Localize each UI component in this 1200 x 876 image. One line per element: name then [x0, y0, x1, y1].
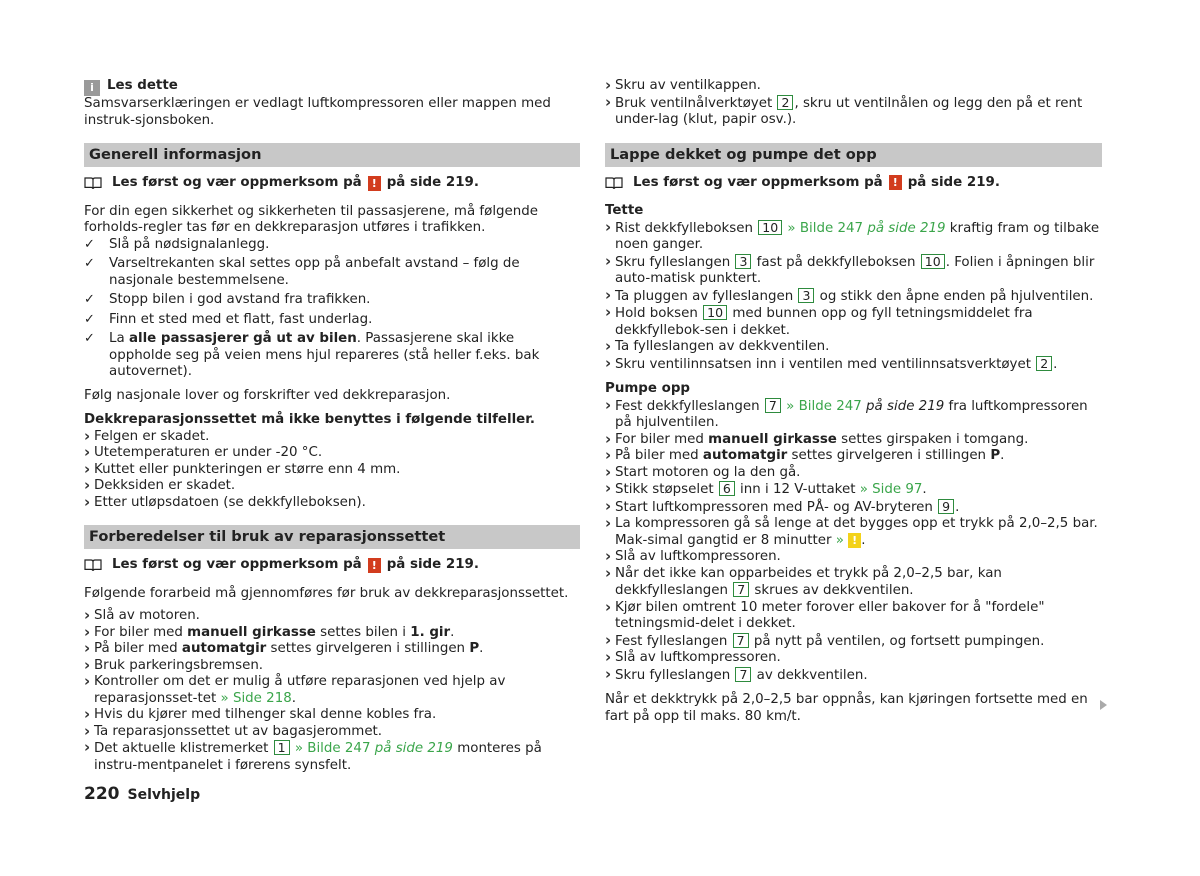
text-span: automatgir [702, 448, 788, 463]
item-number: 7 [733, 582, 749, 597]
page-number: 220 [84, 784, 120, 804]
text-span: Bruk ventilnålverktøyet [615, 95, 777, 111]
list-item: › Etter utløpsdatoen (se dekkfylleboksen). [84, 495, 580, 512]
text-span: . [955, 499, 960, 515]
text-span: Det aktuelle klistremerket [94, 741, 273, 756]
text-span: med bunnen opp og fyll tetningsmiddelet fra dekkfyllebok-sen i dekket. [615, 306, 1033, 338]
text-span: på nytt på ventilen, og fortsett pumpingen. [749, 633, 1045, 649]
book-icon [84, 559, 98, 571]
text-span: Når det ikke kan opparbeides et trykk på 2,0–2,5 bar, kan dekkfylleslangen [615, 565, 1002, 598]
list-item [605, 499, 1102, 517]
ref-text: Les først og vær oppmerksom på [112, 175, 362, 190]
figure-link[interactable]: » Bilde 247 [786, 398, 862, 414]
text-span: monteres på instru-mentpanelet i førerens synsfelt. [94, 741, 542, 773]
item-number: 10 [921, 254, 945, 269]
item-number: 7 [733, 633, 749, 648]
steps-list [84, 608, 580, 774]
text-span: Skru ventilinnsatsen inn i ventilen med ventilinnsatsverktøyet [615, 356, 1036, 372]
list-item: › Bruk parkeringsbremsen. [84, 658, 580, 675]
text-span: manuell girkasse [708, 431, 837, 447]
text-span: . Folien i åpningen blir auto-matisk punktert. [615, 254, 1095, 286]
reference-line [605, 175, 1102, 192]
text-span: Skru fylleslangen [615, 254, 735, 270]
item-number: 3 [735, 254, 751, 269]
ref-page: på side 219. [386, 175, 479, 190]
reference-line [84, 557, 580, 574]
top-list [605, 78, 1102, 129]
list-item [605, 305, 1102, 339]
text-span: , skru ut ventilnålen og legg den på et rent under-lag (klut, papir osv.). [615, 95, 1083, 127]
checklist-item: ✓ Stopp bilen i god avstand fra trafikken. [84, 292, 580, 309]
list-item [605, 448, 1102, 465]
list-item: › Skru av ventilkappen. [605, 78, 1102, 95]
text-span: . [450, 624, 455, 640]
note-title [84, 78, 580, 96]
caution-icon: ! [848, 533, 861, 548]
list-item [605, 566, 1102, 600]
text-span: På biler med [94, 641, 182, 656]
intro-text: Følgende forarbeid må gjennomføres før bruk av dekkreparasjonssettet. [84, 585, 569, 601]
list-item: › Ta fylleslangen av dekkventilen. [605, 339, 1102, 356]
text-span: Ta pluggen av fylleslangen [615, 288, 798, 304]
text-span: kraftig fram og tilbake noen ganger. [615, 220, 1100, 252]
warning-icon: ! [889, 175, 902, 190]
text-span: fast på dekkfylleboksen [752, 254, 920, 270]
ref-page: på side 219. [386, 557, 479, 572]
tette-list [605, 220, 1102, 374]
not-use-title: Dekkreparasjonssettet må ikke benyttes i følgende tilfeller. [84, 412, 536, 427]
list-item [605, 254, 1102, 288]
list-item [84, 641, 580, 658]
text-span: . [861, 532, 866, 548]
text-span: Kontroller om det er mulig å utføre reparasjonen ved hjelp av reparasjonsset-tet [94, 674, 506, 706]
ref-page: på side 219. [907, 174, 1000, 190]
caution-link[interactable]: » [835, 532, 844, 548]
text-span: manuell girkasse [187, 624, 316, 640]
list-item: › Felgen er skadet. [84, 429, 580, 446]
right-column [605, 78, 1102, 725]
text-span: settes bilen i [315, 624, 411, 640]
list-item [605, 667, 1102, 685]
list-item [84, 740, 580, 774]
figure-link[interactable]: » Bilde 247 [294, 741, 371, 756]
list-item [605, 481, 1102, 499]
section-heading-preparations: Forberedelser til bruk av reparasjonssettet [84, 525, 580, 549]
text-span: . [1053, 356, 1058, 372]
list-item [84, 625, 580, 642]
warning-icon: ! [368, 558, 381, 573]
text-span: alle passasjerer gå ut av bilen [128, 331, 357, 346]
item-number: 7 [735, 667, 751, 682]
list-item: › Ta reparasjonssettet ut av bagasjerommet. [84, 724, 580, 741]
list-item: › Dekksiden er skadet. [84, 478, 580, 495]
page-link[interactable]: » Side 218 [220, 690, 292, 706]
list-item [605, 288, 1102, 306]
note-title-text: Les dette [107, 78, 178, 93]
section-heading-repair: Lappe dekket og pumpe det opp [605, 143, 1102, 167]
list-item: › Utetemperaturen er under -20 °C. [84, 445, 580, 462]
figure-link[interactable]: » Bilde 247 [787, 220, 864, 236]
list-item: › Hvis du kjører med tilhenger skal denne kobles fra. [84, 707, 580, 724]
laws-text: Følg nasjonale lover og forskrifter ved dekkreparasjon. [84, 387, 451, 403]
list-item: › Kjør bilen omtrent 10 meter forover eller bakover for å "fordele" tetningsmid-delet i dekket. [605, 600, 1102, 633]
list-item [84, 674, 580, 707]
list-item [605, 220, 1102, 254]
text-span: Hold boksen [615, 306, 703, 321]
text-span: inn i 12 V-uttaket [735, 482, 860, 497]
page-link[interactable]: » Side 97 [859, 482, 923, 497]
text-span: skrues av dekkventilen. [750, 583, 914, 598]
list-item [605, 356, 1102, 374]
text-span: settes girvelgeren i stillingen [266, 641, 470, 656]
info-icon: i [84, 80, 100, 96]
item-number: 2 [1036, 356, 1052, 371]
text-span: på side 219 [374, 741, 453, 756]
section-heading-general: Generell informasjon [84, 143, 580, 167]
closing-text: Når et dekktrykk på 2,0–2,5 bar oppnås, kan kjøringen fortsette med en fart på opp til maks. 80 km/t. [605, 692, 1088, 724]
text-span: automatgir [181, 641, 267, 656]
text-span: På biler med [615, 448, 703, 463]
list-item [605, 432, 1102, 449]
warning-icon: ! [368, 176, 381, 191]
text-span: Rist dekkfylleboksen [615, 220, 758, 236]
text-span: settes girvelgeren i stillingen [787, 448, 991, 463]
text-span: Start luftkompressoren med PÅ- og AV-bryteren [615, 499, 938, 515]
text-span: P [990, 448, 1001, 463]
ref-text: Les først og vær oppmerksom på [112, 557, 362, 572]
item-number: 10 [703, 305, 727, 320]
text-span: Fest fylleslangen [615, 633, 732, 649]
page-footer [84, 786, 200, 804]
footer-section: Selvhjelp [127, 787, 201, 803]
note-text: Samsvarserklæringen er vedlagt luftkompressoren eller mappen med instruk-sjonsboken. [84, 96, 551, 128]
item-number: 3 [798, 288, 814, 303]
not-use-list [84, 429, 580, 512]
text-span: Fest dekkfylleslangen [615, 398, 764, 414]
ref-text: Les først og vær oppmerksom på [633, 174, 883, 190]
reference-line [84, 175, 580, 192]
text-span: . [922, 482, 927, 497]
list-item [605, 633, 1102, 651]
text-span: . [291, 690, 297, 706]
checklist-item [84, 331, 580, 381]
left-column [84, 78, 580, 774]
checklist-item: ✓ Finn et sted med et flatt, fast underlag. [84, 312, 580, 329]
list-item [605, 516, 1102, 549]
text-span: . Passasjerene skal ikke oppholde seg på veien mens hjul repareres (stå heller f.eks. bak autovernet). [109, 331, 540, 379]
checklist-item: ✓ Slå på nødsignalanlegg. [84, 237, 580, 254]
book-icon [84, 177, 98, 189]
continue-arrow-icon [1100, 700, 1107, 710]
text-span: på side 219 [867, 220, 946, 236]
text-span: For biler med [615, 431, 709, 447]
item-number: 7 [765, 398, 781, 413]
text-span: 1. gir [410, 624, 451, 640]
pumpe-list [605, 398, 1102, 685]
subheading-tette: Tette [605, 203, 644, 218]
text-span: La [109, 331, 129, 346]
text-span: settes girspaken i tomgang. [836, 431, 1029, 447]
list-item [605, 95, 1102, 129]
list-item: › Start motoren og la den gå. [605, 465, 1102, 482]
text-span: Skru fylleslangen [615, 667, 735, 683]
item-number: 9 [938, 499, 954, 514]
list-item [605, 398, 1102, 432]
text-span: P [469, 641, 480, 656]
item-number: 6 [719, 481, 735, 496]
item-number: 2 [777, 95, 793, 110]
item-number: 1 [274, 740, 290, 755]
intro-text: For din egen sikkerhet og sikkerheten til passasjerene, må følgende forholds-regler tas før en dekkreparasjon utføres i trafikken. [84, 203, 539, 235]
book-icon [605, 177, 619, 189]
checklist-item: ✓ Varseltrekanten skal settes opp på anbefalt avstand – følg de nasjonale bestemmelsene. [84, 256, 580, 289]
text-span: Stikk støpselet [615, 482, 718, 497]
list-item: › Slå av luftkompressoren. [605, 549, 1102, 566]
text-span: . [1000, 448, 1005, 463]
list-item: › Slå av motoren. [84, 608, 580, 625]
text-span: og stikk den åpne enden på hjulventilen. [815, 288, 1094, 304]
item-number: 10 [758, 220, 782, 235]
text-span: av dekkventilen. [752, 667, 868, 683]
text-span: på side 219 [866, 398, 945, 414]
checklist [84, 237, 580, 381]
text-span: fra luftkompressoren på hjulventilen. [615, 398, 1088, 430]
text-span: La kompressoren gå så lenge at det bygges opp et trykk på 2,0–2,5 bar. Mak-simal gangtid er 8 minutter [615, 516, 1098, 548]
list-item: › Kuttet eller punkteringen er større enn 4 mm. [84, 462, 580, 479]
list-item: › Slå av luftkompressoren. [605, 650, 1102, 667]
text-span: For biler med [94, 624, 188, 640]
text-span: . [479, 641, 484, 656]
subheading-pumpe: Pumpe opp [605, 381, 690, 396]
